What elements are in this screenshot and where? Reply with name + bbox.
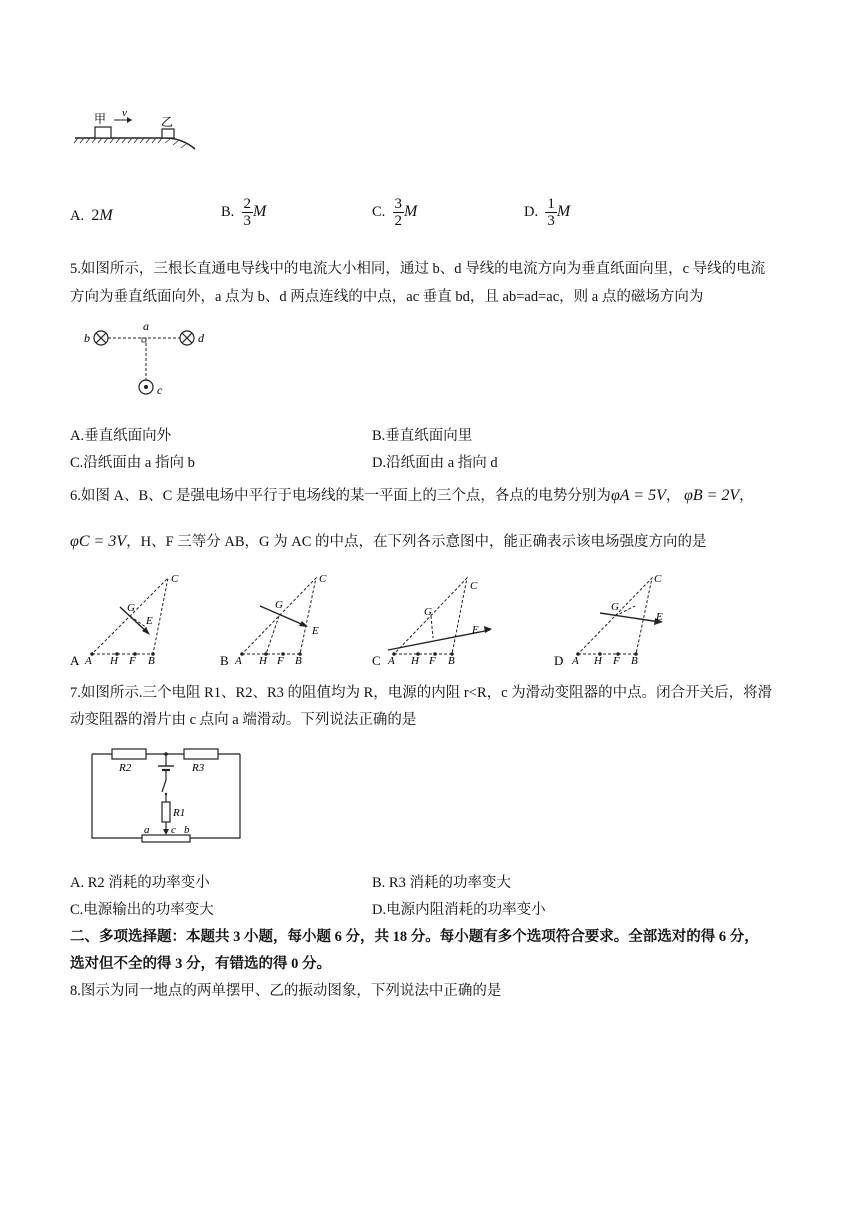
q4-option-a: A. 2M bbox=[70, 207, 113, 224]
label-H: H bbox=[411, 655, 419, 667]
section2-header-line2: 选对但不全的得 3 分，有错选的得 0 分。 bbox=[70, 956, 331, 972]
fig-letter: D bbox=[554, 653, 564, 668]
label-C: C bbox=[319, 573, 327, 585]
q5-figure bbox=[80, 318, 220, 398]
label-C: C bbox=[171, 573, 179, 585]
resistor-r2 bbox=[112, 749, 146, 759]
label-R3: R3 bbox=[192, 762, 205, 774]
q4-option-c: C. $\frac{3}{2}$ M bbox=[372, 196, 418, 229]
fig-letter: C bbox=[372, 653, 381, 668]
label-d: d bbox=[198, 331, 204, 345]
q6-text-line2: φC = 3V，H、F 三等分 AB，G 为 AC 的中点，在下列各示意图中，能正确表示该电场强度方向的是 bbox=[70, 533, 707, 550]
label-E: E bbox=[656, 611, 663, 623]
q5-option-c: C.沿纸面由 a 指向 b bbox=[70, 455, 195, 471]
q6-text-line1: 6.如图 A、B、C 是强电场中平行于电场线的某一平面上的三个点，各点的电势分别为φA = 5V， φB = 2V， bbox=[70, 487, 754, 504]
label-F: F bbox=[129, 655, 136, 667]
label-c: c bbox=[157, 383, 163, 397]
q8-text-line1: 8.图示为同一地点的两单摆甲、乙的振动图象，下列说法中正确的是 bbox=[70, 983, 502, 999]
q4-option-b: B. $\frac{2}{3}$ M bbox=[221, 196, 267, 229]
q6-figure-d bbox=[552, 568, 682, 668]
q6-figure-a bbox=[70, 568, 190, 668]
label-E: E bbox=[472, 624, 479, 636]
label-C: C bbox=[470, 580, 478, 592]
q6-figure-c bbox=[370, 568, 510, 668]
label-H: H bbox=[259, 655, 267, 667]
battery-icon bbox=[158, 766, 174, 770]
label-b: b bbox=[84, 331, 90, 345]
q7-option-b: B. R3 消耗的功率变大 bbox=[372, 875, 511, 891]
q7-option-a: A. R2 消耗的功率变小 bbox=[70, 875, 210, 891]
label-F: F bbox=[429, 655, 436, 667]
block-yi bbox=[162, 129, 174, 138]
label-jia: 甲 bbox=[94, 112, 107, 126]
label-c: c bbox=[171, 824, 176, 836]
label-G: G bbox=[424, 606, 432, 618]
q6-figure-b bbox=[220, 568, 340, 668]
label-a: a bbox=[144, 824, 150, 836]
q7-option-c: C.电源输出的功率变大 bbox=[70, 902, 214, 918]
fig-letter: A bbox=[70, 653, 80, 668]
label-R1: R1 bbox=[173, 807, 186, 819]
label-B: B bbox=[148, 655, 155, 667]
label-F: F bbox=[277, 655, 284, 667]
label-yi: 乙 bbox=[161, 115, 174, 129]
q5-text-line2: 方向为垂直纸面向外，a 点为 b、d 两点连线的中点，ac 垂直 bd，且 ab=ad=ac，则 a 点的磁场方向为 bbox=[70, 289, 704, 305]
q7-option-d: D.电源内阻消耗的功率变小 bbox=[372, 902, 546, 918]
label-E: E bbox=[312, 625, 319, 637]
section2-header-line1: 二、多项选择题：本题共 3 小题，每小题 6 分，共 18 分。每小题有多个选项符合要求。全部选对的得 6 分， bbox=[70, 929, 759, 945]
label-A: A bbox=[235, 655, 242, 667]
q5-option-a: A.垂直纸面向外 bbox=[70, 428, 172, 444]
label-E: E bbox=[146, 615, 153, 627]
fig-letter: B bbox=[220, 653, 229, 668]
q5-option-d: D.沿纸面由 a 指向 d bbox=[372, 455, 498, 471]
q7-text-line2: 动变阻器的滑片由 c 点向 a 端滑动。下列说法正确的是 bbox=[70, 712, 417, 728]
label-G: G bbox=[127, 602, 135, 614]
label-H: H bbox=[594, 655, 602, 667]
label-A: A bbox=[388, 655, 395, 667]
label-R2: R2 bbox=[119, 762, 132, 774]
label-a: a bbox=[143, 319, 149, 333]
label-G: G bbox=[275, 599, 283, 611]
resistor-r1 bbox=[162, 802, 170, 822]
switch-icon bbox=[162, 780, 167, 795]
label-H: H bbox=[110, 655, 118, 667]
q4-figure bbox=[70, 105, 200, 160]
label-C: C bbox=[654, 573, 662, 585]
q4-option-d: D. $\frac{1}{3}$ M bbox=[524, 196, 571, 229]
resistor-r3 bbox=[184, 749, 218, 759]
wire-c-dot-icon bbox=[139, 380, 153, 394]
q5-text-line1: 5.如图所示，三根长直通电导线中的电流大小相同，通过 b、d 导线的电流方向为垂直纸面向里，c 导线的电流 bbox=[70, 261, 766, 277]
q5-option-b: B.垂直纸面向里 bbox=[372, 428, 473, 444]
wire-d-cross-icon bbox=[180, 331, 194, 345]
slider-arrow-icon bbox=[163, 829, 169, 835]
label-A: A bbox=[572, 655, 579, 667]
label-v: v bbox=[122, 107, 127, 119]
label-G: G bbox=[611, 601, 619, 613]
wire-b-cross-icon bbox=[94, 331, 108, 345]
label-A: A bbox=[85, 655, 92, 667]
label-F: F bbox=[613, 655, 620, 667]
q7-circuit-figure bbox=[86, 740, 246, 850]
label-B: B bbox=[448, 655, 455, 667]
label-B: B bbox=[631, 655, 638, 667]
rheostat bbox=[142, 835, 190, 842]
q7-text-line1: 7.如图所示.三个电阻 R1、R2、R3 的阻值均为 R，电源的内阻 r<R，c 为滑动变阻器的中点。闭合开关后，将滑 bbox=[70, 685, 773, 701]
label-B: B bbox=[295, 655, 302, 667]
label-b: b bbox=[184, 824, 190, 836]
block-jia bbox=[95, 127, 111, 138]
